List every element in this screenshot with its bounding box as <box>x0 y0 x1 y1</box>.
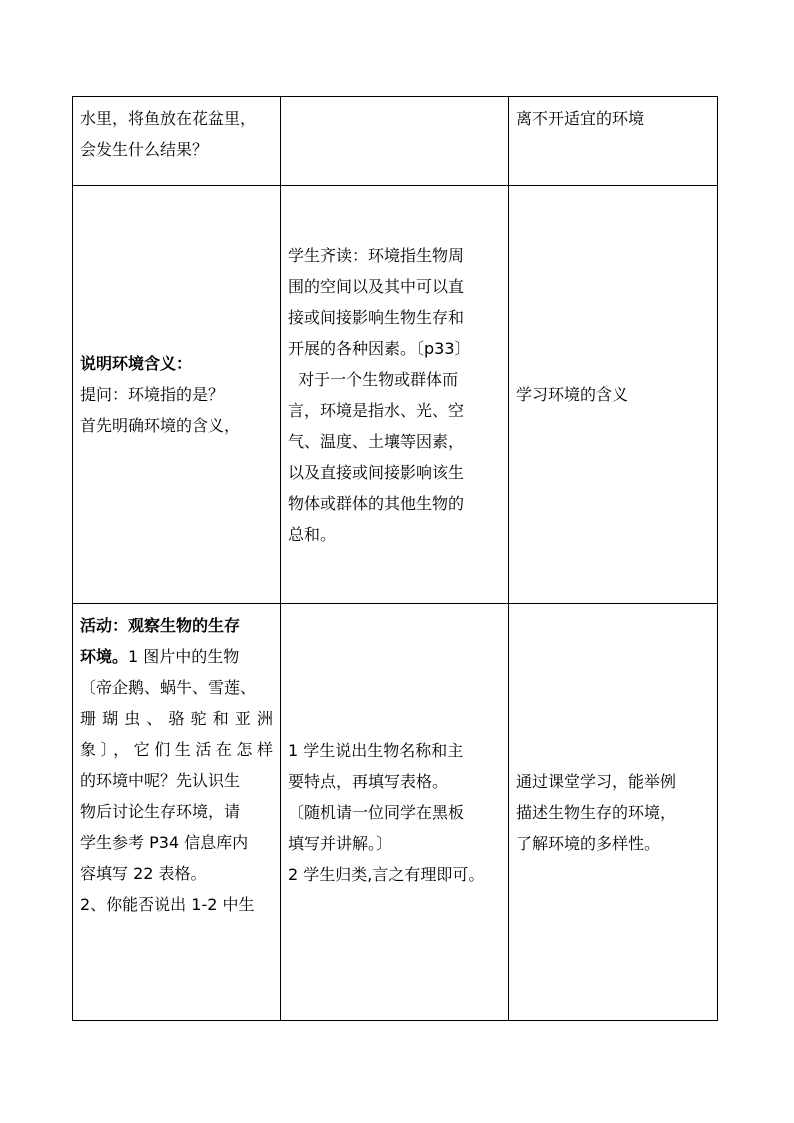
student-activity-cell <box>281 97 509 186</box>
text-line: 填写并讲解。〕 <box>288 833 393 853</box>
text-line: 2、你能否说出 1-2 中生 <box>80 895 255 914</box>
section-heading: 环境。 <box>80 647 129 666</box>
text-line: 以及直接或间接影响该生 <box>288 462 465 482</box>
text-line: 〔帝企鹅、蜗牛、雪莲、 <box>80 678 257 697</box>
text-line: 会发生什么结果？ <box>80 140 209 159</box>
table-row <box>73 604 718 1021</box>
text-line: 〔随机请一位同学在黑板 <box>288 802 465 822</box>
text-line: 描述生物生存的环境， <box>516 802 677 822</box>
teacher-activity-cell <box>73 604 281 1021</box>
text-line: 物体或群体的其他生物的 <box>288 493 465 513</box>
text-line: 通过课堂学习，能举例 <box>516 771 677 791</box>
text-line: 开展的各种因素。〔p33〕 <box>288 338 471 358</box>
text-line: 学习环境的含义 <box>516 385 629 404</box>
text-line: 提问：环境指的是？ <box>80 385 225 404</box>
text-line: 离不开适宜的环境 <box>516 109 645 128</box>
text-line: 容填写 22 表格。 <box>80 864 207 883</box>
text-line: 学生齐读：环境指生物周 <box>288 245 465 265</box>
design-intent-cell <box>509 604 718 1021</box>
text-line: 的环境中呢？先认识生 <box>80 771 241 790</box>
text-line: 气、温度、土壤等因素， <box>288 431 465 451</box>
teacher-activity-cell <box>73 97 281 186</box>
text-line: 水里，将鱼放在花盆里， <box>80 109 257 128</box>
text-line: 象〕，它们生活在怎样 <box>80 740 273 759</box>
student-activity-cell <box>281 604 509 1021</box>
section-heading: 活动：观察生物的生存 <box>80 616 241 635</box>
lesson-plan-table <box>72 96 718 1021</box>
text-line: 总和。 <box>288 524 337 544</box>
text-line: 了解环境的多样性。 <box>516 833 661 853</box>
text-line: 围的空间以及其中可以直 <box>288 276 465 296</box>
text-line: 珊瑚虫、骆驼和亚洲 <box>80 709 273 728</box>
design-intent-cell <box>509 186 718 604</box>
text-line: 要特点，再填写表格。 <box>288 771 449 791</box>
text-line: 物后讨论生存环境，请 <box>80 802 241 821</box>
table-row <box>73 97 718 186</box>
text-line: 言，环境是指水、光、空 <box>288 400 465 420</box>
text-line: 1 学生说出生物名称和主 <box>288 740 464 760</box>
student-activity-cell <box>281 186 509 604</box>
section-heading: 说明环境含义： <box>80 354 193 373</box>
text-line: 学生参考 P34 信息库内 <box>80 833 249 852</box>
text-line: 接或间接影响生物生存和 <box>288 307 465 327</box>
text-line: 2 学生归类,言之有理即可。 <box>288 864 485 884</box>
table-row <box>73 186 718 604</box>
design-intent-cell <box>509 97 718 186</box>
text-line: 1 图片中的生物 <box>128 647 240 666</box>
teacher-activity-cell <box>73 186 281 604</box>
text-line: 首先明确环境的含义， <box>80 416 241 435</box>
text-line: 对于一个生物或群体而 <box>288 369 459 389</box>
